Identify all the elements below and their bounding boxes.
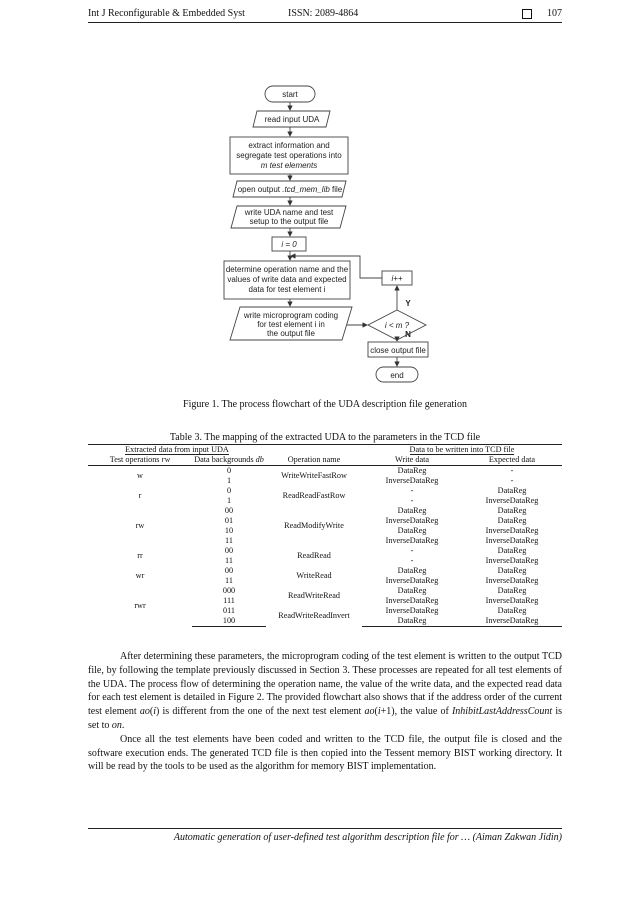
- col-write-data: Write data: [362, 455, 462, 466]
- table-row: 100 DataReg InverseDataReg: [88, 616, 562, 627]
- extract-label-1: extract information and: [248, 141, 330, 150]
- table-row: rr 00 ReadRead - DataReg: [137, 546, 527, 560]
- paragraph-2: Once all the test elements have been coded and written to the TCD file, the output file is closed and the software execution ends. The generated TCD file is then copied into the Tessent memory BIST working directory. It will be read by the tools to be used as the algorithm for memory BIST implementation.: [88, 733, 562, 773]
- table-row: rwr 000 ReadWriteRead DataReg DataReg: [134, 586, 527, 611]
- process-flowchart: [210, 80, 440, 388]
- end-label: end: [390, 371, 404, 380]
- table-row: 11 InverseDataReg InverseDataReg: [225, 576, 539, 585]
- determine-label-3: data for test element i: [248, 285, 326, 294]
- journal-name: Int J Reconfigurable & Embedded Syst: [88, 8, 245, 19]
- close-label: close output file: [370, 346, 426, 355]
- table-row: 1 InverseDataReg -: [226, 476, 514, 485]
- page-footer: Automatic generation of user-defined test algorithm description file for … (Aiman Zakwan Jidin): [173, 832, 562, 843]
- open-label: open output .tcd_mem_lib file: [237, 185, 343, 194]
- table-row: 111 InverseDataReg InverseDataReg: [223, 596, 539, 605]
- table-row: rw 00 ReadModifyWrite DataReg DataReg: [135, 506, 527, 530]
- square-icon: [522, 9, 532, 19]
- table-row: wr 00 WriteRead DataReg DataReg: [135, 566, 527, 580]
- table-row: 10 DataReg InverseDataReg: [224, 526, 539, 535]
- yes-label: Y: [405, 299, 411, 308]
- table-row: 01 InverseDataReg DataReg: [224, 516, 527, 525]
- header-rule: [88, 22, 562, 23]
- write-name-label-1: write UDA name and test: [244, 208, 334, 217]
- write-micro-label-1: write microprogram coding: [243, 311, 339, 320]
- table-caption: Table 3. The mapping of the extracted UDA to the parameters in the TCD file: [169, 432, 481, 443]
- write-micro-label-3: the output file: [266, 329, 316, 338]
- increment-label: i++: [391, 274, 403, 283]
- col-data-backgrounds: Data backgrounds db: [192, 455, 266, 466]
- group-header-right: Data to be written into TCD file: [362, 445, 562, 456]
- paragraph-1: After determining these parameters, the microprogram coding of the test element is written to the output TCD file, by following the template previously discussed in Section 3. These processes are repeated for all test elements of the UDA. The process flow of determining the operation name, the value of the write data, and the expected read data for each test element is detailed in Figure 2. The provided flowchart also shows that if the address order of the current test element ao(i) is different from the one of the next test element ao(i+1), the value of InhibitLastAddressCount is set to on.: [88, 651, 562, 731]
- extract-label-3: m test elements: [260, 161, 318, 170]
- write-name-label-2: setup to the output file: [249, 217, 329, 226]
- page-number: 107: [547, 8, 562, 19]
- no-label: N: [405, 330, 411, 339]
- body-text: [88, 650, 562, 774]
- start-label: start: [282, 90, 298, 99]
- table-row: 1 - InverseDataReg: [226, 496, 539, 505]
- issn: ISSN: 2089-4864: [288, 8, 359, 19]
- extract-label-2: segregate test operations into: [236, 151, 342, 160]
- mapping-table: [88, 444, 562, 627]
- footer-rule: [88, 828, 562, 829]
- table-row: r 0 ReadReadFastRow - DataReg: [138, 486, 527, 500]
- table-body: [88, 466, 562, 627]
- init-label: i = 0: [281, 240, 297, 249]
- table-row: 11 - InverseDataReg: [225, 556, 539, 565]
- group-header-left: Extracted data from input UDA: [88, 445, 266, 456]
- col-expected-data: Expected data: [462, 455, 562, 466]
- table-row: w 0 WriteWriteFastRow DataReg -: [137, 466, 514, 480]
- decision-label: i < m ?: [384, 321, 410, 330]
- write-micro-label-2: for test element i in: [257, 320, 325, 329]
- table-row: 11 InverseDataReg InverseDataReg: [225, 536, 539, 545]
- determine-label-1: determine operation name and the: [225, 265, 349, 274]
- figure-caption: Figure 1. The process flowchart of the UDA description file generation: [183, 399, 467, 410]
- table-row: 011 ReadWriteReadInvert InverseDataReg DataReg: [223, 606, 527, 621]
- read-label: read input UDA: [264, 115, 320, 124]
- determine-label-2: values of write data and expected: [227, 275, 347, 284]
- col-operation-name: Operation name: [266, 455, 362, 466]
- col-test-operations: Test operations rw: [88, 455, 192, 466]
- page-header: [88, 8, 562, 22]
